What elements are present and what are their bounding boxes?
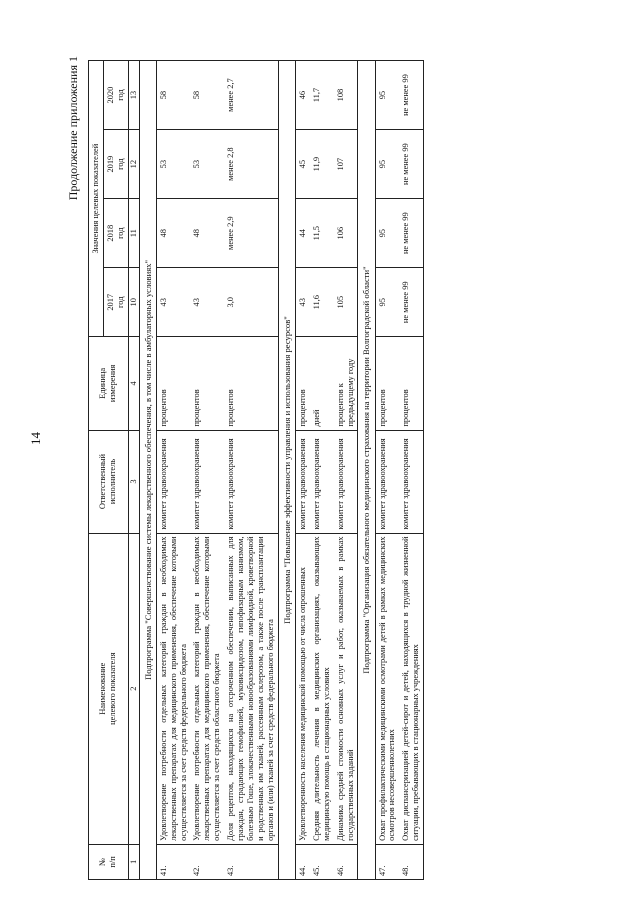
indicator-row (190, 61, 224, 880)
value-2019: менее 2,8 (224, 130, 278, 199)
value-2020: менее 2,7 (224, 61, 278, 130)
value-2017: 43 (295, 268, 309, 337)
indicator-name: Доля рецептов, находящихся на отсроченном обеспечении, выписанных для граждан, страдающих гемофилией, муковисцидозом, гипофизарным нанизмом, болезнью Гоше, злокачественными новообразованиями лимфоидной, кроветворной и родственных им тканей, рассеянным склерозом, а также после трансплантации органов и (или) тканей за счет средств федерального бюджета (224, 533, 278, 844)
continuation-title: Продолжение приложения 1 (66, 56, 80, 201)
value-2019: 53 (190, 130, 224, 199)
executor: комитет здравоохранения (334, 430, 358, 533)
unit: процентов (375, 337, 399, 430)
value-2018: 11,5 (310, 199, 334, 268)
value-2017: 95 (375, 268, 399, 337)
table-body (139, 61, 424, 880)
unit: дней (310, 337, 334, 430)
value-2018: не менее 99 (399, 199, 423, 268)
indicators-table (88, 60, 424, 880)
unit: процентов к предыдущему году (334, 337, 358, 430)
col-number: 2 (128, 533, 139, 844)
executor: комитет здравоохранения (375, 430, 399, 533)
col-number: 4 (128, 337, 139, 430)
value-2017: 11,6 (310, 268, 334, 337)
subprogram-row (278, 61, 295, 880)
col-number: 13 (128, 61, 139, 130)
executor: комитет здравоохранения (399, 430, 423, 533)
value-2017: 105 (334, 268, 358, 337)
value-2018: 106 (334, 199, 358, 268)
col-number: 1 (128, 844, 139, 879)
indicator-name: Средняя длительность лечения в медицинских организациях, оказывающих медицинскую помощь в стационарных условиях (310, 533, 334, 844)
unit: процентов (399, 337, 423, 430)
value-2020: 95 (375, 61, 399, 130)
value-2019: 45 (295, 130, 309, 199)
rotated-page (60, 50, 600, 880)
subprogram-title: Подпрограмма "Повышение эффективности управления и использования ресурсов" (278, 61, 295, 880)
header-unit: Единица измерения (89, 337, 129, 430)
value-2019: 53 (156, 130, 190, 199)
indicator-row (399, 61, 423, 880)
value-2019: 107 (334, 130, 358, 199)
col-number: 11 (128, 199, 139, 268)
subprogram-title: Подпрограмма "Организация обязательного медицинского страхования на территории Волгоградской области" (358, 61, 375, 880)
row-number: 41. (156, 844, 190, 879)
unit: процентов (295, 337, 309, 430)
header-values-group: Значения целевых показателей (89, 61, 104, 337)
page-number: 14 (28, 432, 43, 445)
row-number: 44. (295, 844, 309, 879)
header-name: Наименование целевого показателя (89, 533, 129, 844)
value-2019: не менее 99 (399, 130, 423, 199)
value-2020: 11,7 (310, 61, 334, 130)
executor: комитет здравоохранения (156, 430, 190, 533)
value-2017: не менее 99 (399, 268, 423, 337)
value-2020: 58 (156, 61, 190, 130)
indicator-row (295, 61, 309, 880)
executor: комитет здравоохранения (295, 430, 309, 533)
indicator-name: Охват диспансеризацией детей-сирот и детей, находящихся в трудной жизненной ситуации, пребывающих в стационарных учреждениях (399, 533, 423, 844)
value-2018: 48 (190, 199, 224, 268)
header-year: 2019 год (103, 130, 128, 199)
indicator-row (310, 61, 334, 880)
col-number: 12 (128, 130, 139, 199)
value-2017: 3,0 (224, 268, 278, 337)
value-2018: 44 (295, 199, 309, 268)
value-2018: 48 (156, 199, 190, 268)
value-2020: 58 (190, 61, 224, 130)
col-number: 10 (128, 268, 139, 337)
header-year: 2017 год (103, 268, 128, 337)
executor: комитет здравоохранения (310, 430, 334, 533)
executor: комитет здравоохранения (190, 430, 224, 533)
col-number: 3 (128, 430, 139, 533)
value-2017: 43 (190, 268, 224, 337)
value-2017: 43 (156, 268, 190, 337)
unit: процентов (190, 337, 224, 430)
indicator-name: Динамика средней стоимости основных услуг и работ, оказываемых в рамках государственных заданий (334, 533, 358, 844)
indicator-name: Охват профилактическими медицинскими осмотрами детей в рамках медицинских осмотров несовершеннолетних (375, 533, 399, 844)
row-number: 43. (224, 844, 278, 879)
header-year: 2018 год (103, 199, 128, 268)
value-2020: 46 (295, 61, 309, 130)
value-2018: менее 2,9 (224, 199, 278, 268)
indicator-name: Удовлетворение потребности отдельных категорий граждан в необходимых лекарственных препаратах для медицинского применения, обеспечение которыми осуществляется за счет средств федерального бюджета (156, 533, 190, 844)
header-num: № п/п (89, 844, 129, 879)
row-number: 42. (190, 844, 224, 879)
unit: процентов (156, 337, 190, 430)
row-number: 48. (399, 844, 423, 879)
header-executor: Ответственный исполнитель (89, 430, 129, 533)
indicator-row (375, 61, 399, 880)
header-year: 2020 год (103, 61, 128, 130)
unit: процентов (224, 337, 278, 430)
row-number: 47. (375, 844, 399, 879)
value-2020: 108 (334, 61, 358, 130)
row-number: 46. (334, 844, 358, 879)
value-2020: не менее 99 (399, 61, 423, 130)
indicator-name: Удовлетворенность населения медицинской помощью от числа опрошенных (295, 533, 309, 844)
indicator-row (224, 61, 278, 880)
executor: комитет здравоохранения (224, 430, 278, 533)
row-number: 45. (310, 844, 334, 879)
value-2019: 95 (375, 130, 399, 199)
subprogram-row (139, 61, 156, 880)
indicator-name: Удовлетворение потребности отдельных категорий граждан в необходимых лекарственных препаратах для медицинского применения, обеспечение которыми осуществляется за счет средств областного бюджета (190, 533, 224, 844)
value-2018: 95 (375, 199, 399, 268)
indicator-row (156, 61, 190, 880)
subprogram-row (358, 61, 375, 880)
indicator-row (334, 61, 358, 880)
value-2019: 11,9 (310, 130, 334, 199)
subprogram-title: Подпрограмма "Совершенствование системы лекарственного обеспечения, в том числе в амбулаторных условиях" (139, 61, 156, 880)
